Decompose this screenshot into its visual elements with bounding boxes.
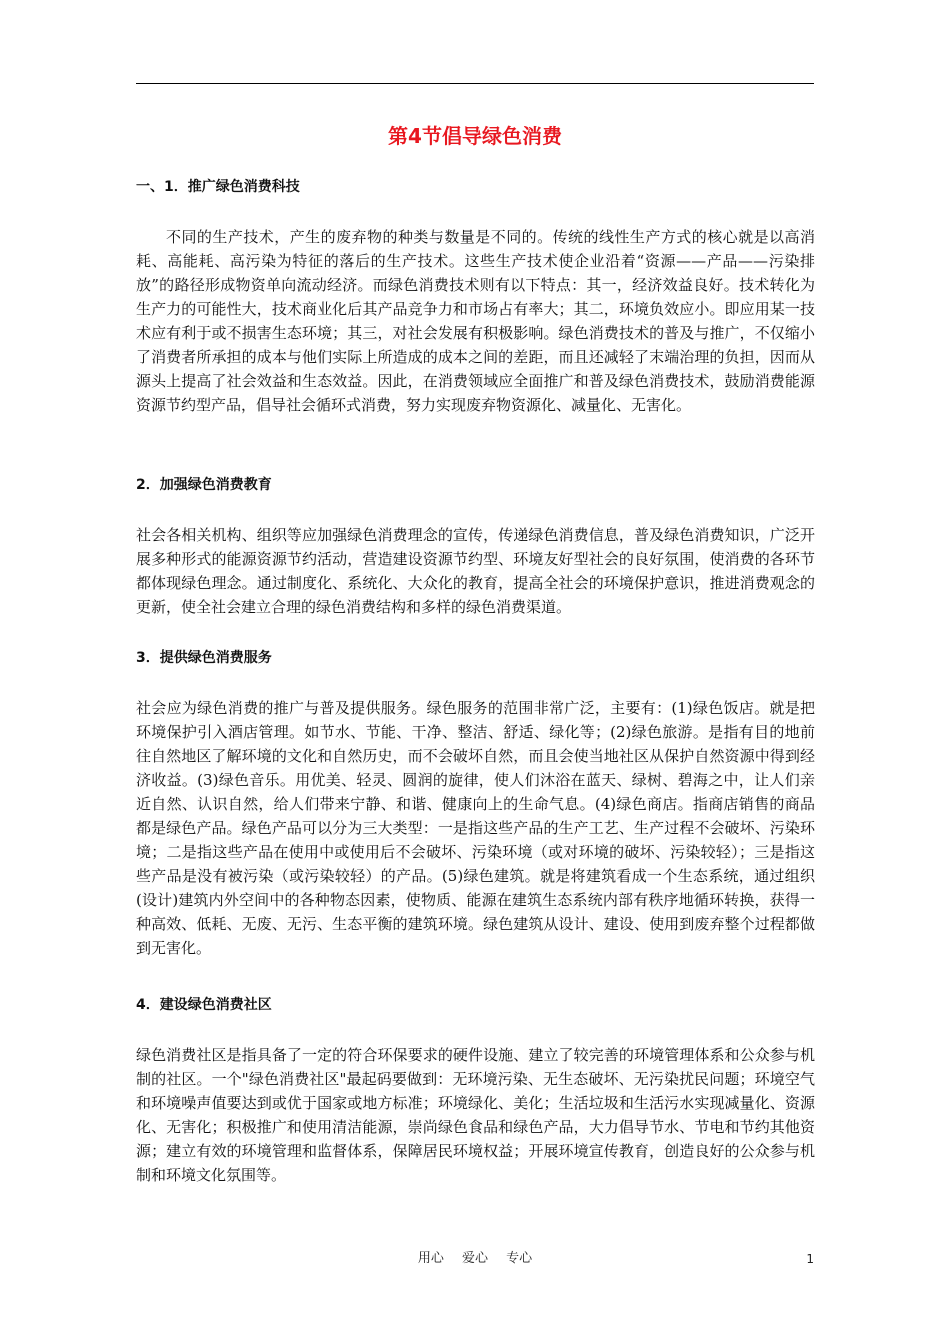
- footer-motto: 用心 爱心 专心: [417, 1251, 533, 1266]
- section-body-4: 绿色消费社区是指具备了一定的符合环保要求的硬件设施、建立了较完善的环境管理体系和公众参与机制的社区。一个"绿色消费社区"最起码要做到：无环境污染、无生态破坏、无污染扰民问题；环境空气和环境噪声值要达到或优于国家或地方标准；环境绿化、美化；生活垃圾和生活污水实现减量化、资源化、无害化；积极推广和使用清洁能源，崇尚绿色食品和绿色产品，大力倡导节水、节电和节约其他资源；建立有效的环境管理和监督体系，保障居民环境权益；开展环境宣传教育，创造良好的公众参与机制和环境文化氛围等。: [136, 1046, 815, 1184]
- page-number: 1: [806, 1252, 814, 1266]
- section-heading-4: 4．建设绿色消费社区: [136, 997, 272, 1013]
- page-title: 第4节倡导绿色消费: [388, 124, 562, 148]
- section-body-3: 社会应为绿色消费的推广与普及提供服务。绿色服务的范围非常广泛，主要有：(1)绿色饭店。就是把环境保护引入酒店管理。如节水、节能、干净、整洁、舒适、绿化等；(2)绿色旅游。是指有目的地前往自然地区了解环境的文化和自然历史，而不会破坏自然，而且会使当地社区从保护自然资源中得到经济收益。(3)绿色音乐。用优美、轻灵、圆润的旋律，使人们沐浴在蓝天、绿树、碧海之中，让人们亲近自然、认识自然，给人们带来宁静、和谐、健康向上的生命气息。(4)绿色商店。指商店销售的商品都是绿色产品。绿色产品可以分为三大类型：一是指这些产品的生产工艺、生产过程不会破坏、污染环境；二是指这些产品在使用中或使用后不会破坏、污染环境（或对环境的破坏、污染较轻）；三是指这些产品是没有被污染（或污染较轻）的产品。(5)绿色建筑。就是将建筑看成一个生态系统，通过组织(设计)建筑内外空间中的各种物态因素，使物质、能源在建筑生态系统内部有秩序地循环转换，获得一种高效、低耗、无废、无污、生态平衡的建筑环境。绿色建筑从设计、建设、使用到废弃整个过程都做到无害化。: [136, 699, 815, 957]
- section-heading-1: 一、1．推广绿色消费科技: [136, 179, 300, 195]
- section-body-2: 社会各相关机构、组织等应加强绿色消费理念的宣传，传递绿色消费信息，普及绿色消费知识，广泛开展多种形式的能源资源节约活动，营造建设资源节约型、环境友好型社会的良好氛围，使消费的各环节都体现绿色理念。通过制度化、系统化、大众化的教育，提高全社会的环境保护意识，推进消费观念的更新，使全社会建立合理的绿色消费结构和多样的绿色消费渠道。: [136, 526, 815, 616]
- header-rule: [136, 83, 814, 84]
- section-heading-3: 3．提供绿色消费服务: [136, 650, 272, 666]
- section-heading-2: 2．加强绿色消费教育: [136, 477, 272, 493]
- section-body-1: 不同的生产技术，产生的废弃物的种类与数量是不同的。传统的线性生产方式的核心就是以高消耗、高能耗、高污染为特征的落后的生产技术。这些生产技术使企业沿着“资源——产品——污染排放”的路径形成物资单向流动经济。而绿色消费技术则有以下特点：其一，经济效益良好。技术转化为生产力的可能性大，技术商业化后其产品竞争力和市场占有率大；其二，环境负效应小。即应用某一技术应有利于或不损害生态环境；其三，对社会发展有积极影响。绿色消费技术的普及与推广，不仅缩小了消费者所承担的成本与他们实际上所造成的成本之间的差距，而且还减轻了末端治理的负担，因而从源头上提高了社会效益和生态效益。因此，在消费领域应全面推广和普及绿色消费技术，鼓励消费能源资源节约型产品，倡导社会循环式消费，努力实现废弃物资源化、减量化、无害化。: [136, 228, 815, 414]
